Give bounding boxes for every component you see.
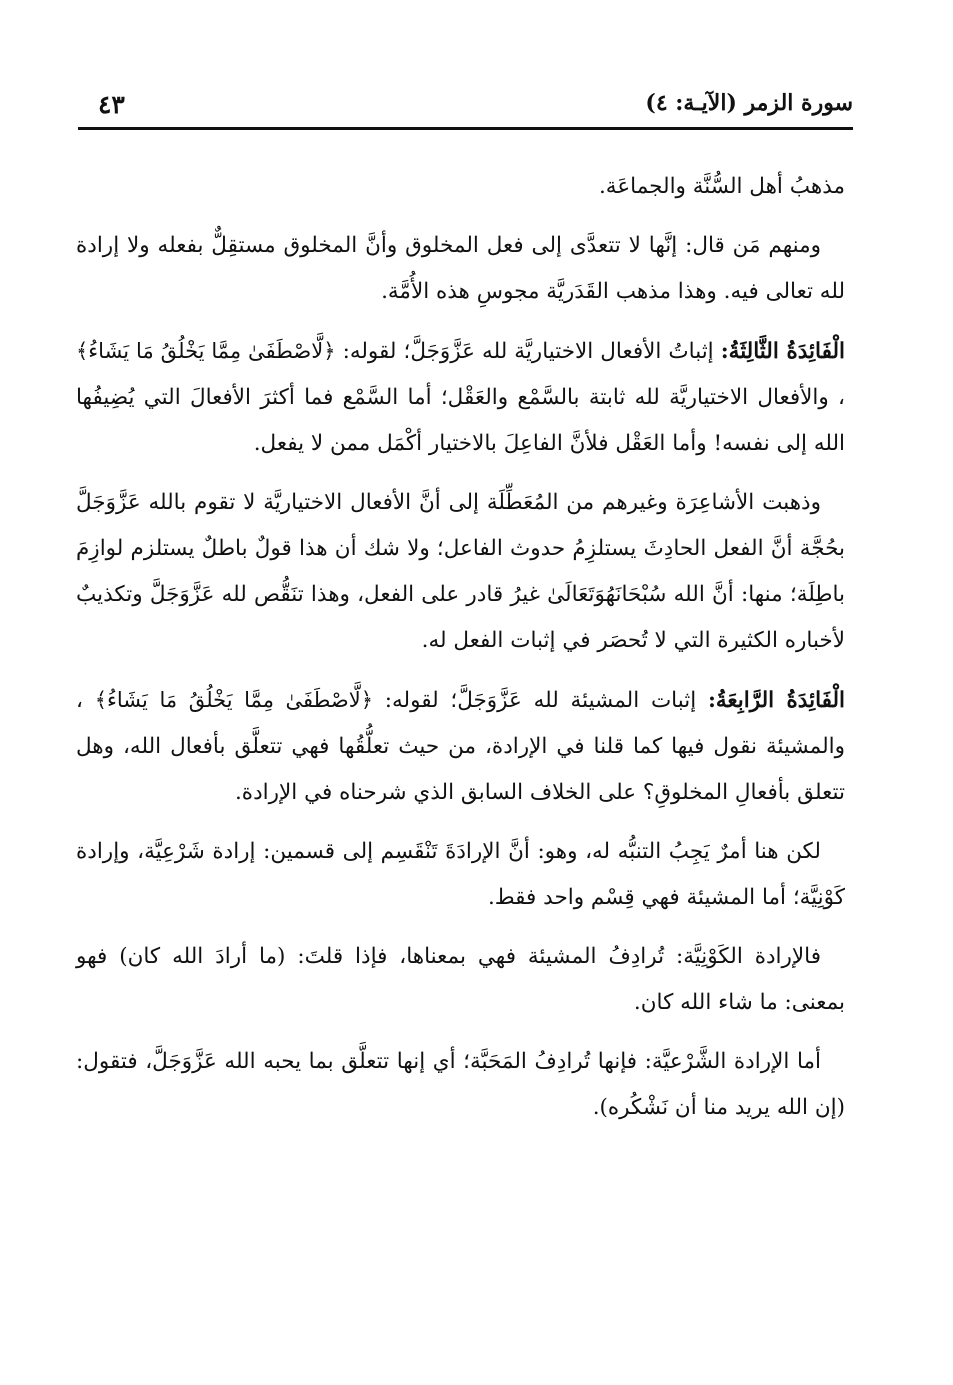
paragraph-ashairah-view: وذهبت الأشاعِرَة وغيرهم من المُعَطِّلَة إلى أنَّ الأفعال الاختياريَّة لا تقوم بالله عَزَّوَجَلَّ بحُجَّة أنَّ الفعل الحادِثَ يستلزِمُ حدوث الفاعل؛ ولا شك أن هذا قولٌ باطلٌ يستلزم لوازِمَ باطِلَة؛ منها: أنَّ الله سُبْحَانَهُوَتَعَالَىٰ غيرُ قادر على الفعل، وهذا تنَقُّص لله عَزَّوَجَلَّ وتكذيبٌ لأخباره الكثيرة التي لا تُحصَر في إثبات الفعل له. (76, 490, 845, 653)
quran-verse-quote: ﴿لَّاصْطَفَىٰ مِمَّا يَخْلُقُ مَا يَشَاءُ﴾ (94, 688, 374, 712)
paragraph-third-benefit (76, 328, 845, 467)
quran-verse-quote: ﴿لَّاصْطَفَىٰ مِمَّا يَخْلُقُ مَا يَشَاءُ﴾ (76, 339, 336, 363)
page-header (78, 86, 853, 130)
paragraph-legal-will: أما الإرادة الشَّرْعيَّة: فإنها تُرادِفُ المَحَبَّة؛ أي إنها تتعلَّق بما يحبه الله عَزَّوَجَلَّ، فتقول: (إن الله يريد منا أن نَشْكُره). (76, 1049, 845, 1120)
fourth-benefit-heading: الْفَائِدَةُ الرَّابِعَةُ: (707, 688, 846, 713)
page-number: ٤٣ (98, 90, 125, 119)
running-title: سورة الزمر (الآيـة: ٤) (645, 90, 853, 116)
fourth-benefit-body: ، والمشيئة نقول فيها كما قلنا في الإرادة، من حيث تعلُّقُها فهي تتعلَّق بأفعال الله، وهل تتعلق بأفعالِ المخلوقِ؟ على الخلاف السابق الذي شرحناه في الإرادة. (76, 688, 845, 805)
third-benefit-intro: إثباتُ الأفعال الاختياريَّة لله عَزَّوَجَلَّ؛ لقوله: (335, 339, 714, 364)
paragraph-cosmic-will: فالإرادة الكَوْنِيَّة: تُرادِفُ المشيئة فهي بمعناها، فإذا قلتَ: (ما أرادَ الله كان) فهو بمعنى: ما شاء الله كان. (76, 944, 845, 1015)
paragraph-qadariyya-view: ومنهم مَن قال: إنَّها لا تتعدَّى إلى فعل المخلوق وأنَّ المخلوق مستقِلٌّ بفعله ولا إرادة لله تعالى فيه. وهذا مذهب القَدَريَّة مجوسِ هذه الأُمَّة. (76, 233, 845, 304)
third-benefit-heading: الْفَائِدَةُ الثَّالِثَةُ: (720, 339, 845, 364)
paragraph-continuation: مذهبُ أهل السُّنَّة والجماعَة. (598, 174, 845, 199)
paragraph-will-divisions: لكن هنا أمرٌ يَجِبُ التنبُّه له، وهو: أنَّ الإرادَةَ تَنْقَسِم إلى قسمين: إرادة شَرْعِيَّة، وإرادة كَوْنِيَّة؛ أما المشيئة فهي قِسْم واحد فقط. (76, 839, 845, 910)
fourth-benefit-intro: إثبات المشيئة لله عَزَّوَجَلَّ؛ لقوله: (373, 688, 697, 713)
header-rule (78, 127, 853, 130)
paragraph-fourth-benefit (76, 677, 845, 816)
third-benefit-body: ، والأفعال الاختياريَّة لله ثابتة بالسَّمْع والعَقْل؛ أما السَّمْع فما أكثرَ الأفعالَ التي يُضِيفُها الله إلى نفسه! وأما العَقْل فلأنَّ الفاعِلَ بالاختيار أكْمَل ممن لا يفعل. (76, 385, 845, 456)
page-body (76, 164, 845, 1144)
